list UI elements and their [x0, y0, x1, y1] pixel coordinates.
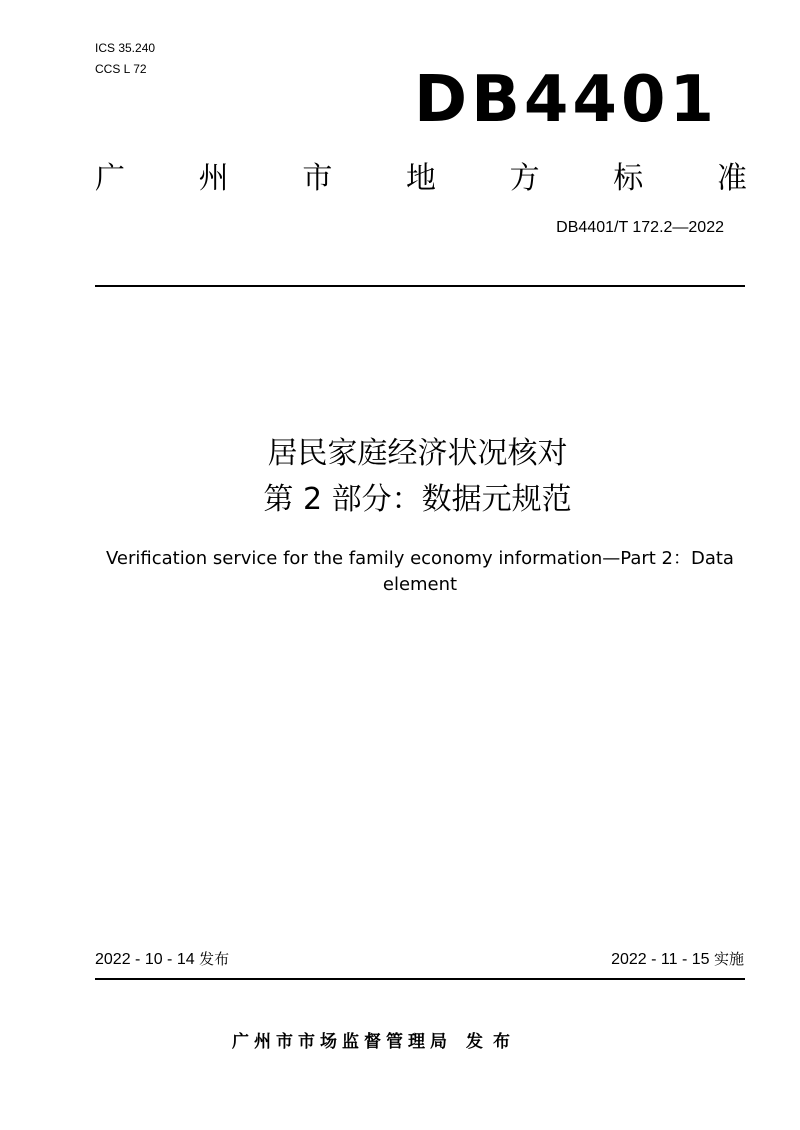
- implementation-date-value: 2022 - 11 - 15: [611, 951, 710, 968]
- standard-type-char: 州: [198, 161, 229, 196]
- title-cn-line-1: 居民家庭经济状况核对: [267, 436, 568, 471]
- issuer: [232, 1030, 520, 1054]
- standard-type: [95, 157, 747, 201]
- issuer-name: 广州市市场监督管理局: [232, 1032, 452, 1052]
- issue-date-label: 发布: [199, 950, 230, 968]
- standard-type-char: 广: [95, 161, 125, 196]
- standard-code-heading: DB4401: [413, 63, 718, 137]
- implementation-date: [611, 948, 744, 971]
- footer-divider: [95, 978, 745, 980]
- header-divider: [95, 285, 745, 287]
- ccs-code: CCS L 72: [95, 62, 147, 76]
- ics-code: ICS 35.240: [95, 41, 156, 55]
- issuer-verb: 发布: [466, 1032, 520, 1052]
- standard-type-char: 方: [509, 161, 540, 196]
- title-cn-line-2: 第 2 部分：数据元规范: [263, 482, 572, 517]
- standard-type-char: 标: [613, 161, 644, 196]
- standard-type-char: 地: [405, 161, 436, 196]
- standard-type-char: 市: [302, 161, 333, 196]
- implementation-date-label: 实施: [713, 950, 744, 968]
- standard-type-char: 准: [716, 161, 747, 196]
- standard-number: DB4401/T 172.2—2022: [556, 219, 724, 236]
- issue-date: [95, 948, 229, 971]
- issue-date-value: 2022 - 10 - 14: [95, 951, 195, 968]
- title-en: Verification service for the family economy information—Part 2：Data element: [106, 548, 734, 595]
